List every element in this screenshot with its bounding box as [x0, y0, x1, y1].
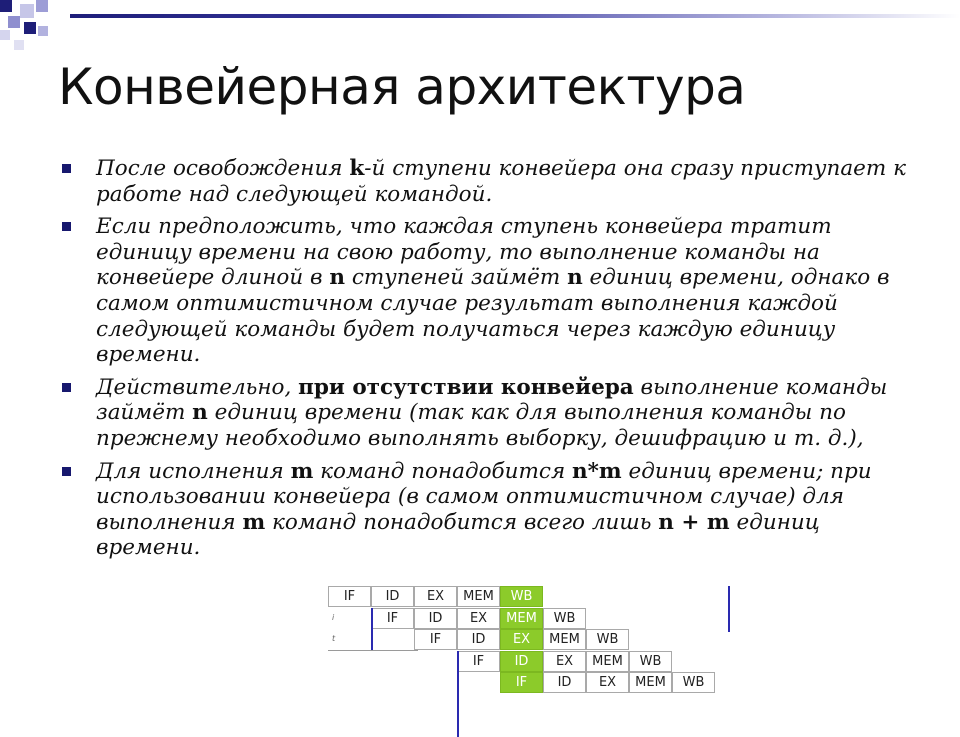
bullet-square-icon — [62, 383, 71, 392]
bold-term: при отсутствии конвейера — [298, 374, 634, 400]
pipeline-stage-cell: MEM — [500, 608, 543, 629]
bullet-item — [60, 375, 920, 452]
bold-term: n — [567, 265, 583, 291]
separator-line — [457, 651, 459, 737]
text-run: Если предположить, что каждая ступень конвейера тратит единицу времени на свою работу, то выполнение команды на конвейере длиной в — [96, 214, 832, 291]
pipeline-stage-cell: IF — [500, 672, 543, 693]
pipeline-stage-cell: IF — [371, 608, 414, 629]
row-label: t — [332, 634, 336, 643]
pipeline-stage-cell: EX — [586, 672, 629, 693]
right-border-line — [728, 586, 730, 632]
pipeline-stage-cell: EX — [543, 651, 586, 672]
bullet-square-icon — [62, 222, 71, 231]
pipeline-stage-cell: MEM — [586, 651, 629, 672]
pipeline-stage-cell: MEM — [543, 629, 586, 650]
bold-term: m — [290, 458, 314, 484]
pipeline-stage-cell: EX — [414, 586, 457, 607]
bold-term: n*m — [572, 458, 622, 484]
bullet-item — [60, 459, 920, 561]
pipeline-stage-cell: ID — [414, 608, 457, 629]
bold-term: n + m — [658, 509, 730, 535]
pipeline-stage-cell: ID — [500, 651, 543, 672]
text-run: -й ступени конвейера она сразу приступает к работе над следующей командой. — [96, 156, 906, 207]
pipeline-stage-cell: EX — [457, 608, 500, 629]
bold-term: n — [192, 400, 208, 426]
bullet-square-icon — [62, 467, 71, 476]
bold-term: m — [242, 509, 266, 535]
text-run: выполнение команды займёт — [96, 374, 888, 426]
pipeline-diagram — [328, 586, 732, 702]
pipeline-stage-cell: ID — [543, 672, 586, 693]
bold-term: k — [349, 156, 365, 181]
pipeline-stage-cell: WB — [586, 629, 629, 650]
slide-title: Конвейерная архитектура — [58, 58, 746, 116]
pipeline-stage-cell: WB — [629, 651, 672, 672]
text-run: Для исполнения — [96, 458, 291, 484]
title-underline — [70, 14, 960, 18]
text-run: После освобождения — [96, 156, 350, 181]
pipeline-stage-cell: WB — [543, 608, 586, 629]
bullet-text — [96, 375, 887, 451]
bullet-text — [96, 156, 906, 207]
pipeline-stage-cell: ID — [457, 629, 500, 650]
pipeline-stage-cell: IF — [328, 586, 371, 607]
text-run: Действительно, — [96, 374, 299, 400]
text-run: команд понадобится всего лишь — [265, 509, 659, 535]
bullet-item — [60, 156, 920, 207]
bullet-item — [60, 214, 920, 368]
bullet-square-icon — [62, 164, 71, 173]
row-label: i — [332, 612, 335, 622]
pipeline-stage-cell: WB — [672, 672, 715, 693]
bullet-text — [96, 214, 890, 367]
text-run: команд понадобится — [313, 458, 573, 484]
pipeline-stage-cell: IF — [457, 651, 500, 672]
pipeline-stage-cell: WB — [500, 586, 543, 607]
pipeline-stage-cell: IF — [414, 629, 457, 650]
pipeline-stage-cell: EX — [500, 629, 543, 650]
text-run: ступеней займёт — [345, 265, 568, 291]
text-run: единиц времени, однако в самом оптимистичном случае результат выполнения каждой следующей команды будет получаться через каждую единицу времени. — [96, 265, 890, 368]
pipeline-stage-cell: MEM — [629, 672, 672, 693]
text-run: единиц времени; при использовании конвейера (в самом оптимистичном случае) для выполнения — [96, 458, 872, 535]
corner-decoration — [0, 0, 70, 60]
bullet-list — [60, 156, 920, 568]
text-run: единиц времени. — [96, 509, 820, 561]
separator-line — [371, 608, 373, 651]
time-axis-line — [328, 650, 418, 651]
bold-term: n — [329, 265, 346, 291]
pipeline-stage-cell: MEM — [457, 586, 500, 607]
bullet-text — [96, 459, 872, 561]
pipeline-stage-cell: ID — [371, 586, 414, 607]
text-run: единиц времени (так как для выполнения команды по прежнему необходимо выполнять выборку, дешифрацию и т. д.), — [96, 400, 864, 451]
